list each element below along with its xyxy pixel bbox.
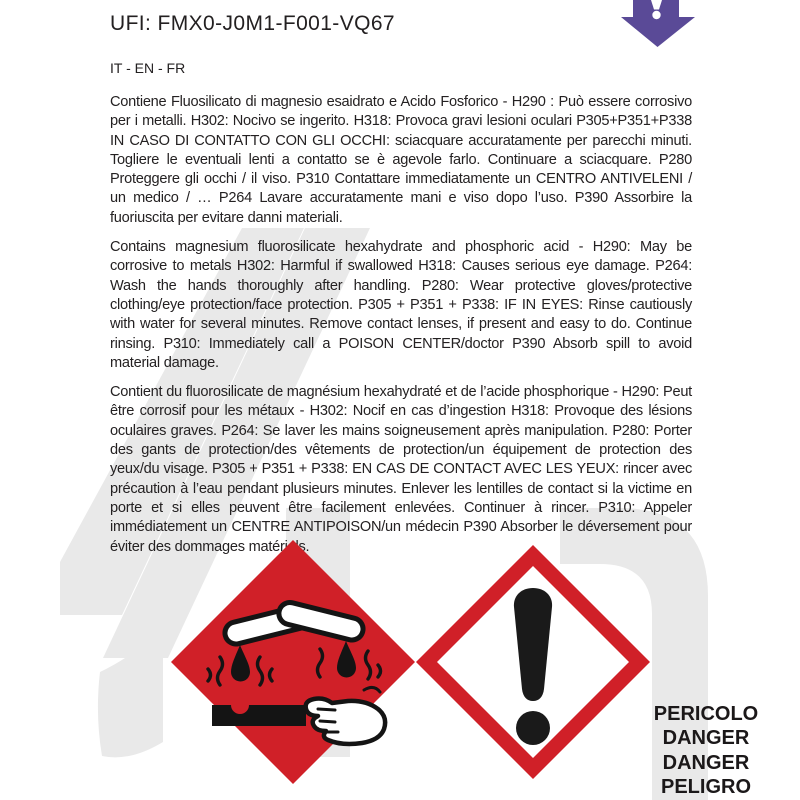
language-list: IT - EN - FR xyxy=(110,60,186,76)
ghs07-exclamation-pictogram-icon xyxy=(413,542,653,782)
signal-word-es: PELIGRO xyxy=(660,776,751,799)
purple-arrow-icon xyxy=(620,0,696,48)
signal-word-fr: DANGER xyxy=(662,751,750,774)
signal-words xyxy=(640,702,772,800)
signal-word-en: DANGER xyxy=(662,727,750,750)
hazard-statements xyxy=(110,93,692,567)
ufi-code: UFI: FMX0-J0M1-F001-VQ67 xyxy=(110,12,395,35)
signal-word-it: PERICOLO xyxy=(653,703,759,725)
hazard-paragraph-italian: Contiene Fluosilicato di magnesio esaidrato e Acido Fosforico - H290 : Può essere corrosivo per i metalli. H302: Nocivo se ingerito. H318: Provoca gravi lesioni oculari P305+P351+P338 IN CASO DI CONTATTO CON GLI OCCHI: sciacquare accuratamente per parecchi minuti. Togliere le eventuali lenti a contatto se è agevole farlo. Continuare a sciacquare. P280 Proteggere gli occhi / il viso. P310 Contattare immediatamente un CENTRO ANTIVELENI / un medico / … P264 Lavare accuratamente mani e viso dopo l’uso. P390 Assorbire la fuoriuscita per evitare danni materiali. xyxy=(110,94,692,226)
hazard-paragraph-english: Contains magnesium fluorosilicate hexahydrate and phosphoric acid - H290: May be corrosive to metals H302: Harmful if swallowed H318: Causes serious eye damage. P264: Wash the hands thoroughly after handling. P280: Wear protective gloves/protective clothing/eye protection/face protection. P305 + P351 + P338: IF IN EYES: Rinse cautiously with water for several minutes. Remove contact lenses, if present and easy to do. Continue rinsing. P310: Immediately call a POISON CENTER/doctor P390 Absorb spill to avoid material damage. xyxy=(110,239,692,371)
hazard-paragraph-french: Contient du fluorosilicate de magnésium hexahydraté et de l’acide phosphorique - H290: Peut être corrosif pour les métaux - H302: Nocif en cas d’ingestion H318: Provoque des lésions oculaires graves. P264: Se laver les mains soigneusement après manipulation. P280: Porter des gants de protection/des vêtements de protection/un équipement de protection des yeux/du visage. P305 + P351 + P338: EN CAS DE CONTACT AVEC LES YEUX: rincer avec précaution à l’eau pendant plusieurs minutes. Enlever les lentilles de contact si la victime en porte et si elles peuvent être facilement enlevées. Continuer à rincer. P310: Appeler immédiatement un CENTRE ANTIPOISON/un médecin P390 Absorber le déversement pour éviter des dommages matériels. xyxy=(110,384,692,555)
ghs05-corrosion-pictogram-icon xyxy=(168,537,418,787)
